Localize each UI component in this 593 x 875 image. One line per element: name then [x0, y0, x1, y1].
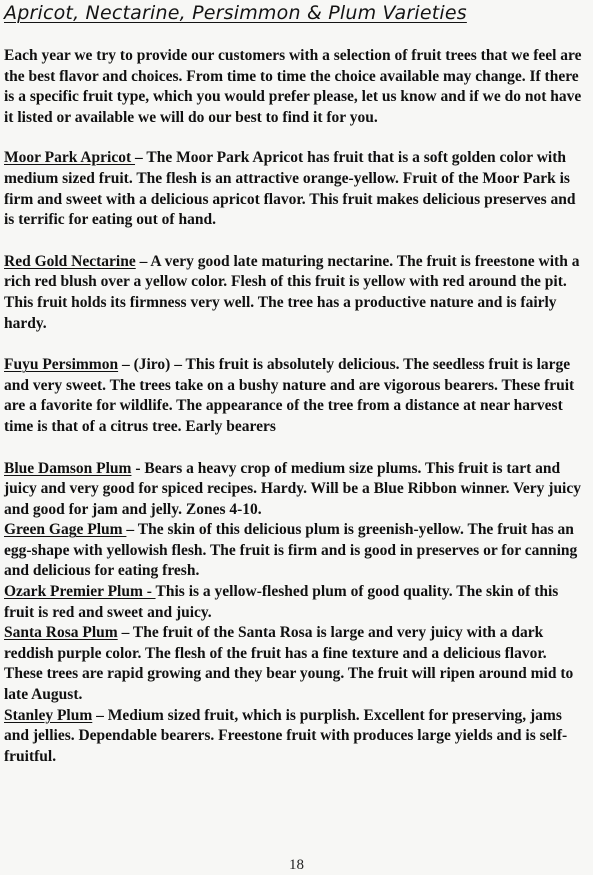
- variety-description: – The fruit of the Santa Rosa is large and very juicy with a dark reddish purple color. The flesh of the fruit has a fine texture and a delicious flavor. These trees are rapid growing and they bear young. The fruit will ripen around mid to late August.: [4, 624, 574, 704]
- variety-entry-santa-rosa-plum: [4, 623, 589, 705]
- page-number: 18: [289, 857, 304, 873]
- page-title: Apricot, Nectarine, Persimmon & Plum Varieties: [4, 2, 467, 24]
- variety-entry-blue-damson-plum: [4, 459, 589, 521]
- variety-entry-moor-park-apricot: [4, 148, 589, 230]
- variety-name: Stanley Plum: [4, 706, 93, 724]
- document-body: [4, 46, 589, 767]
- variety-entry-red-gold-nectarine: [4, 252, 589, 334]
- variety-description: – (Jiro) – This fruit is absolutely delicious. The seedless fruit is large and very sweet. The trees take on a bushy nature and are vigorous bearers. These fruit are a favorite for wildlife. The appearance of the tree from a distance at near harvest time is that of a citrus tree. Early bearers: [4, 356, 575, 435]
- variety-name: Red Gold Nectarine: [4, 252, 136, 270]
- variety-description: - Bears a heavy crop of medium size plums. This fruit is tart and juicy and very good for spiced recipes. Hardy. Will be a Blue Ribbon winner. Very juicy and good for jam and jelly. Zones 4-10.: [4, 459, 581, 518]
- variety-entry-ozark-premier-plum: [4, 582, 589, 623]
- variety-name: Moor Park Apricot: [4, 149, 136, 167]
- variety-name: Santa Rosa Plum: [4, 624, 118, 642]
- variety-description: – The Moor Park Apricot has fruit that is a soft golden color with medium sized fruit. The flesh is an attractive orange-yellow. Fruit of the Moor Park is firm and sweet with a delicious apricot flavor. This fruit makes delicious preserves and is terrific for eating out of hand.: [4, 149, 576, 229]
- variety-entry-fuyu-persimmon: [4, 355, 589, 437]
- variety-name: Fuyu Persimmon: [4, 356, 119, 374]
- variety-name: Ozark Premier Plum -: [4, 583, 156, 601]
- intro-paragraph: Each year we try to provide our customers with a selection of fruit trees that we feel are the best flavor and choices. From time to time the choice available may change. If there is a specific fruit type, which you would prefer please, let us know and if we do not have it listed or available we will do our best to find it for you.: [4, 47, 582, 126]
- variety-description: This is a yellow-fleshed plum of good quality. The skin of this fruit is red and sweet and juicy.: [4, 583, 559, 621]
- variety-name: Green Gage Plum: [4, 521, 127, 539]
- variety-description: – A very good late maturing nectarine. The fruit is freestone with a rich red blush over a yellow color. Flesh of this fruit is yellow with red around the pit. This fruit holds its firmness very well. The tree has a productive nature and is fairly hardy.: [4, 252, 580, 332]
- variety-entry-stanley-plum: [4, 706, 589, 768]
- variety-entry-green-gage-plum: [4, 520, 589, 582]
- variety-description: – The skin of this delicious plum is greenish-yellow. The fruit has an egg-shape with yellowish flesh. The fruit is firm and is good in preserves or for canning and delicious for eating fresh.: [4, 521, 578, 580]
- variety-name: Blue Damson Plum: [4, 459, 132, 477]
- variety-description: – Medium sized fruit, which is purplish. Excellent for preserving, jams and jellies. Dependable bearers. Freestone fruit with produces large yields and is self-fruitful.: [4, 706, 568, 765]
